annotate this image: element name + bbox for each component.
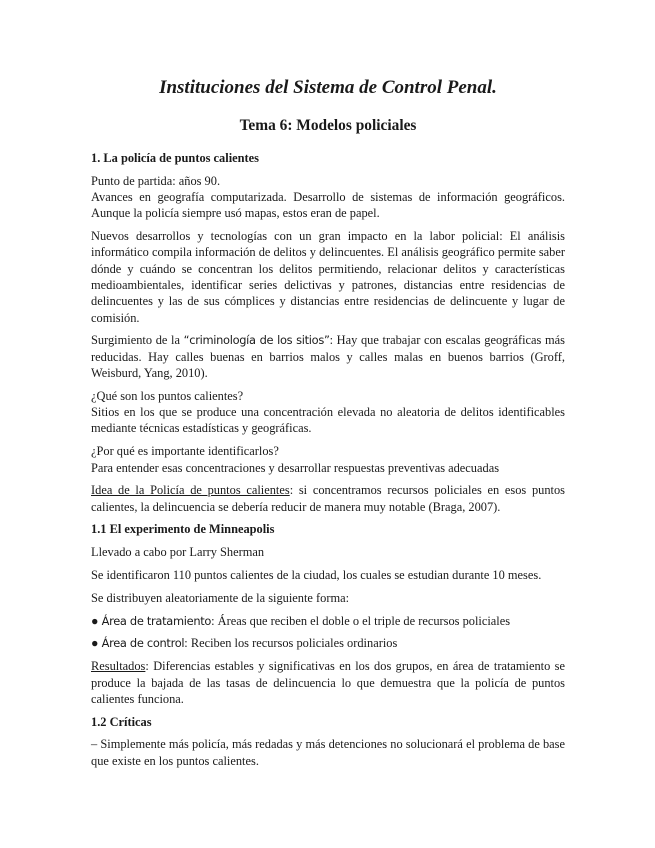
paragraph-random-distribution: Se distribuyen aleatoriamente de la siguiente forma: [91, 590, 350, 605]
section-heading-1-1: 1.1 El experimento de Minneapolis [91, 522, 275, 537]
results-label: Resultados [91, 659, 146, 674]
document-body [91, 150, 565, 776]
question-what-are-hotspots: ¿Qué son los puntos calientes? [91, 388, 244, 403]
text-run: : si concentramos recursos policiales en esos puntos calientes, la delincuencia se debería reducir de manera muy notable (Braga, 2007). [91, 483, 566, 514]
answer-what-are-hotspots: Sitios en los que se produce una concentración elevada no aleatoria de delitos identificables mediante técnicas estadísticas y geográficas. [91, 405, 565, 436]
list-item-treatment-area [91, 613, 565, 629]
paragraph-start-point: Punto de partida: años 90. [91, 173, 221, 188]
text-run: : Reciben los recursos policiales ordinarios [184, 636, 398, 651]
paragraph-110-hotspots: Se identificaron 110 puntos calientes de la ciudad, los cuales se estudian durante 10 meses. [91, 568, 542, 583]
paragraph-criticism: – Simplemente más policía, más redadas y más detenciones no solucionará el problema de base que existe en los puntos calientes. [91, 737, 565, 768]
document-title: Instituciones del Sistema de Control Penal. [159, 77, 497, 98]
list-item-control-area [91, 635, 565, 651]
document-subtitle: Tema 6: Modelos policiales [239, 117, 417, 134]
paragraph-sherman: Llevado a cabo por Larry Sherman [91, 545, 265, 560]
section-heading-1: 1. La policía de puntos calientes [91, 151, 259, 165]
section-heading-1-2: 1.2 Críticas [91, 714, 152, 729]
bullet-icon: ● [91, 613, 99, 628]
answer-why-identify: Para entender esas concentraciones y desarrollar respuestas preventivas adecuadas [91, 460, 500, 475]
paragraph-new-developments: Nuevos desarrollos y tecnologías con un gran impacto en la labor policial: El análisis informático compila información de delitos y delincuentes. El análisis geográfico permite saber dónde y cuándo se concentran los delitos permitiendo, relacionar delitos y características medioambientales, identificar series delictivas y patrones, distancias entre residencias de delincuentes y las de sus cómplices y distancias entre residencias de delincuente y lugar de comisión. [91, 229, 565, 325]
text-run: Surgimiento de la [91, 333, 184, 348]
paragraph-hotspot-policing-idea [91, 482, 565, 515]
control-area-term: Área de control [101, 636, 185, 651]
paragraph-criminology-of-places [91, 332, 565, 381]
idea-label: Idea de la Policía de puntos calientes [91, 483, 290, 498]
text-run: : Áreas que reciben el doble o el triple de recursos policiales [211, 613, 511, 628]
paragraph-results [91, 658, 565, 707]
criminology-term: “criminología de los sitios” [183, 333, 330, 348]
question-why-identify: ¿Por qué es importante identificarlos? [91, 444, 279, 459]
paragraph-advances: Avances en geografía computarizada. Desarrollo de sistemas de información geográficos. Aunque la policía siempre usó mapas, estos eran de papel. [91, 190, 565, 221]
text-run: : Hay que trabajar con escalas geográficas más reducidas. Hay calles buenas en barrios malos y calles malas en buenos barrios (Groff, Weisburd, Yang, 2010). [91, 333, 565, 381]
bullet-icon: ● [91, 636, 99, 651]
text-run: : Diferencias estables y significativas en los dos grupos, en área de tratamiento se produce la bajada de las tasas de delincuencia lo que demuestra que la policía de puntos calientes funciona. [91, 659, 565, 706]
treatment-area-term: Área de tratamiento [101, 613, 212, 628]
